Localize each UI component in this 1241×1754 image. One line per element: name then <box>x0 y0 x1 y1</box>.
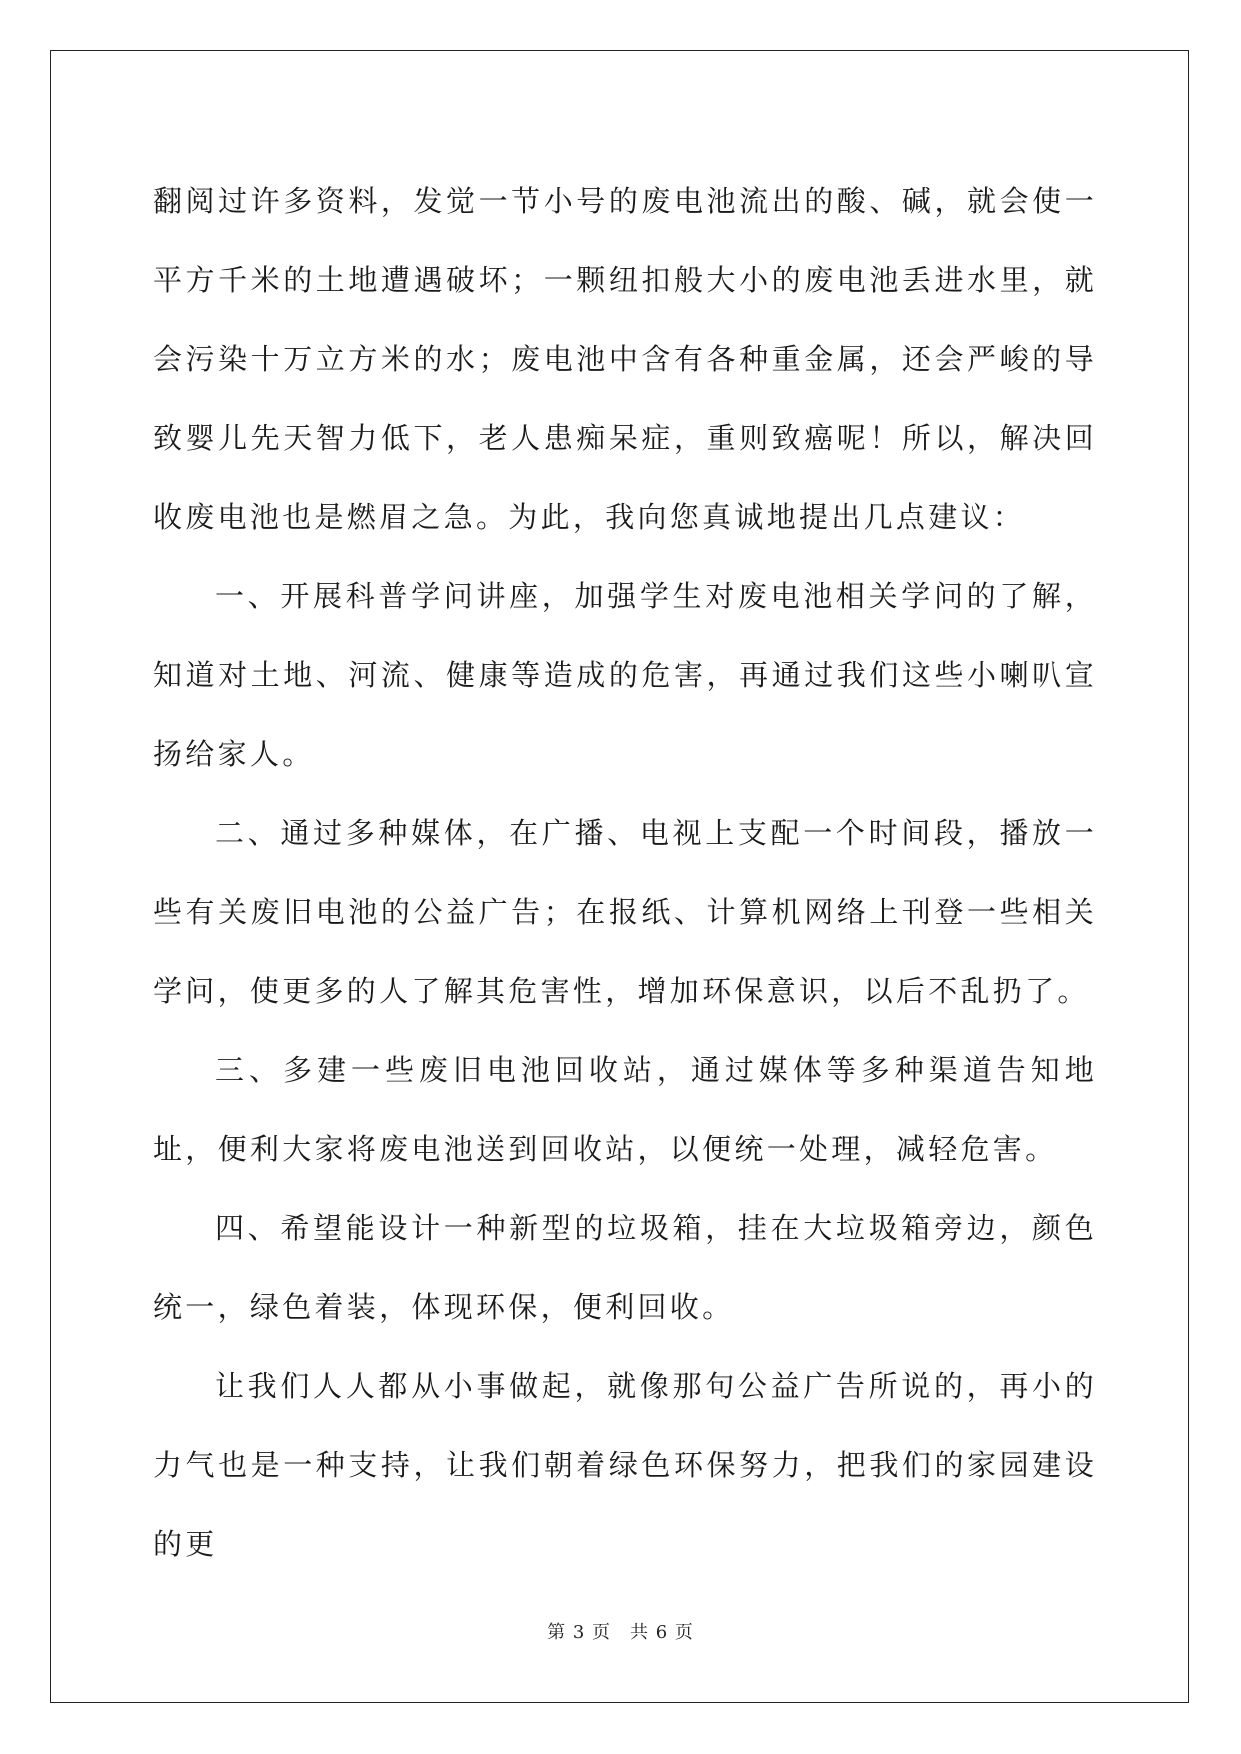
document-body <box>153 162 1097 1584</box>
paragraph-suggestion-1: 一、开展科普学问讲座，加强学生对废电池相关学问的了解，知道对土地、河流、健康等造成的危害，再通过我们这些小喇叭宣扬给家人。 <box>153 579 1097 771</box>
paragraph-suggestion-4: 四、希望能设计一种新型的垃圾箱，挂在大垃圾箱旁边，颜色统一，绿色着装，体现环保，便利回收。 <box>153 1211 1097 1324</box>
paragraph-suggestion-3: 三、多建一些废旧电池回收站，通过媒体等多种渠道告知地址，便利大家将废电池送到回收站，以便统一处理，减轻危害。 <box>153 1053 1097 1166</box>
paragraph-suggestion-2: 二、通过多种媒体，在广播、电视上支配一个时间段，播放一些有关废旧电池的公益广告；在报纸、计算机网络上刊登一些相关学问，使更多的人了解其危害性，增加环保意识，以后不乱扔了。 <box>153 816 1097 1008</box>
page-number-footer: 第 3 页 共 6 页 <box>547 1622 694 1643</box>
paragraph-intro: 翻阅过许多资料，发觉一节小号的废电池流出的酸、碱，就会使一平方千米的土地遭遇破坏；一颗纽扣般大小的废电池丢进水里，就会污染十万立方米的水；废电池中含有各种重金属，还会严峻的导致婴儿先天智力低下，老人患痴呆症，重则致癌呢！所以，解决回收废电池也是燃眉之急。为此，我向您真诚地提出几点建议： <box>153 184 1097 534</box>
paragraph-closing: 让我们人人都从小事做起，就像那句公益广告所说的，再小的力气也是一种支持，让我们朝着绿色环保努力，把我们的家园建设的更 <box>153 1369 1097 1561</box>
